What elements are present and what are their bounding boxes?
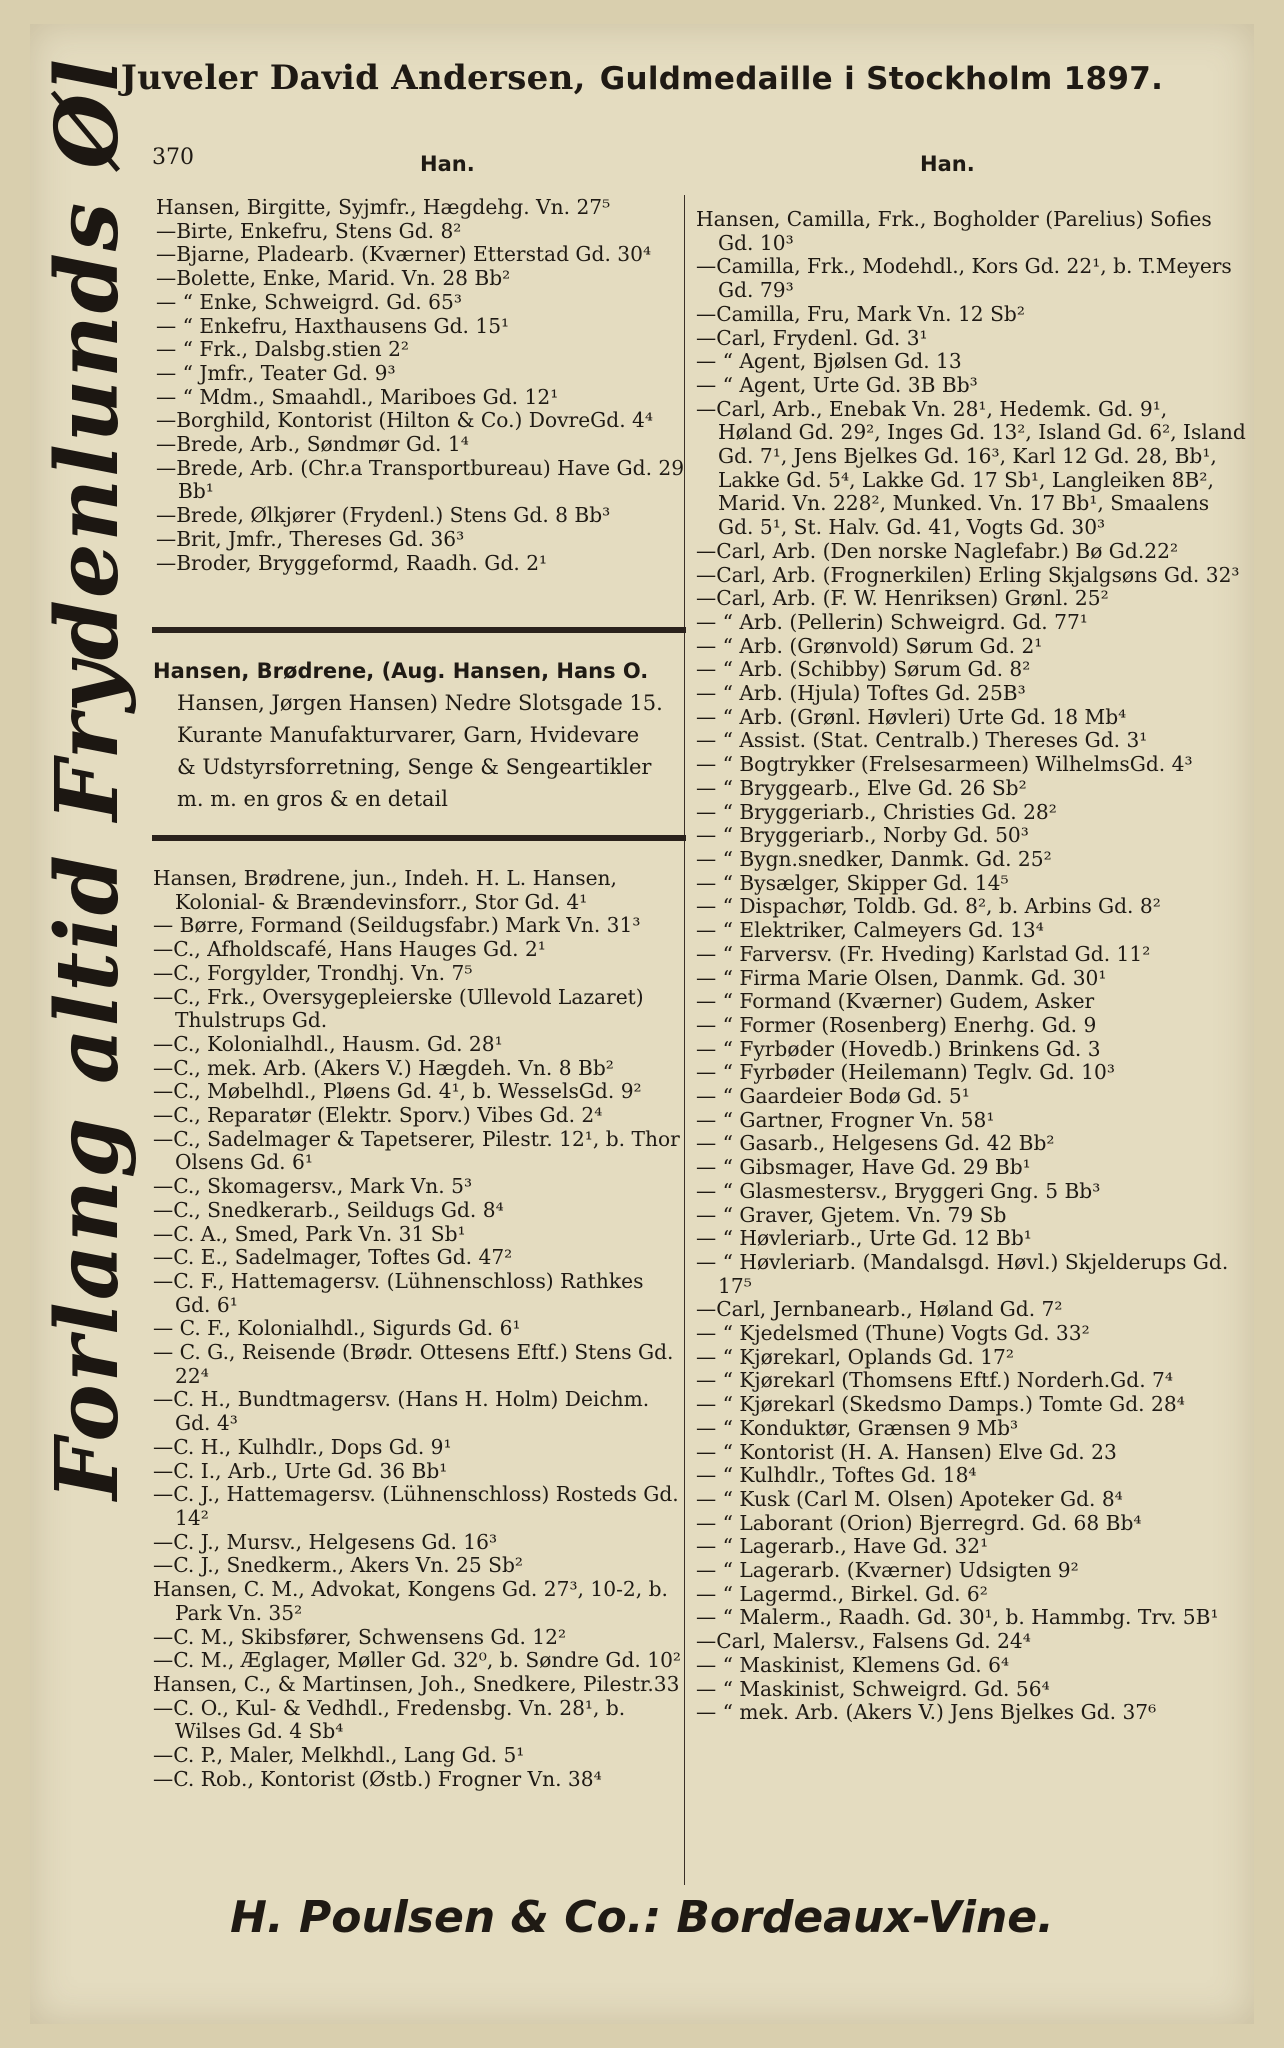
left-column-heading: Han.	[420, 152, 475, 176]
directory-entry: — “ Bryggeriarb., Christies Gd. 28²	[696, 799, 1057, 824]
directory-entry: —C. M., Æglager, Møller Gd. 32⁰, b. Søndre Gd. 10²	[153, 1648, 682, 1673]
directory-entry: — “ Agent, Urte Gd. 3B Bb³	[696, 372, 978, 397]
directory-entry: — “ Bygn.snedker, Danmk. Gd. 25²	[696, 846, 1052, 871]
directory-entry: —Brede, Arb. (Chr.a Transportbureau) Have Gd. 29 Bb¹	[156, 455, 685, 504]
directory-entry: —Carl, Arb. (Den norske Naglefabr.) Bø Gd.22²	[696, 538, 1179, 563]
directory-entry: — “ Høvleriarb. (Mandalsgd. Høvl.) Skjelderups Gd. 17⁵	[696, 1249, 1229, 1298]
directory-entry: —C., Forgylder, Trondhj. Vn. 7⁵	[153, 960, 473, 985]
directory-entry: — “ Høvleriarb., Urte Gd. 12 Bb¹	[696, 1226, 1032, 1251]
directory-entry: — “ Arb. (Pellerin) Schweigrd. Gd. 77¹	[696, 609, 1088, 634]
directory-entry: — “ Graver, Gjetem. Vn. 79 Sb	[696, 1202, 1007, 1227]
directory-entry: —C. P., Maler, Melkhdl., Lang Gd. 5¹	[153, 1743, 525, 1768]
directory-entry: —C. F., Hattemagersv. (Lühnenschloss) Rathkes Gd. 6¹	[153, 1268, 644, 1317]
directory-entry: —Carl, Arb. (Frognerkilen) Erling Skjalgsøns Gd. 32³	[696, 562, 1240, 587]
directory-entry: Hansen, Camilla, Frk., Bogholder (Parelius) Sofies Gd. 10³	[696, 207, 1212, 255]
directory-entry: —Brede, Ølkjører (Frydenl.) Stens Gd. 8 Bb³	[156, 503, 611, 528]
brodrene-line: Kurante Manufakturvarer, Garn, Hvidevare	[177, 723, 640, 747]
brodrene-line: m. m. en gros & en detail	[177, 787, 448, 811]
directory-entry: —C., Reparatør (Elektr. Sporv.) Vibes Gd. 2⁴	[153, 1103, 603, 1128]
directory-entry: — “ Lagermd., Birkel. Gd. 6²	[696, 1581, 988, 1606]
directory-entry: — “ Lagerarb. (Kværner) Udsigten 9²	[696, 1558, 1079, 1583]
directory-entry: —Broder, Bryggeformd, Raadh. Gd. 2¹	[156, 550, 548, 575]
directory-entry: —C. I., Arb., Urte Gd. 36 Bb¹	[153, 1458, 448, 1483]
directory-entry: —Carl, Arb. (F. W. Henriksen) Grønl. 25²	[696, 586, 1109, 611]
brodrene-line: Hansen, Brødrene, (Aug. Hansen, Hans O.	[153, 659, 649, 683]
directory-entry: — “ Enke, Schweigrd. Gd. 65³	[156, 289, 462, 314]
directory-entry: —Carl, Malersv., Falsens Gd. 24⁴	[696, 1629, 1031, 1654]
directory-entry: Hansen, Brødrene, jun., Indeh. H. L. Hansen, Kolonial- & Brændevinsforr., Stor Gd. 4¹	[153, 866, 617, 914]
directory-entry: — “ Formand (Kværner) Gudem, Asker	[696, 989, 1095, 1014]
directory-entry: —C. H., Kulhdlr., Dops Gd. 9¹	[153, 1434, 452, 1459]
directory-entry: — “ Assist. (Stat. Centralb.) Thereses Gd. 3¹	[696, 728, 1148, 753]
directory-entry: — “ Bysælger, Skipper Gd. 14⁵	[696, 870, 1009, 895]
directory-entry: — “ Jmfr., Teater Gd. 9³	[156, 360, 396, 385]
directory-entry: —Camilla, Frk., Modehdl., Kors Gd. 22¹, b. T.Meyers Gd. 79³	[696, 254, 1232, 303]
directory-entry: — “ Dispachør, Toldb. Gd. 8², b. Arbins Gd. 8²	[696, 894, 1161, 919]
directory-entry: —C., Møbelhdl., Pløens Gd. 4¹, b. WesselsGd. 9²	[153, 1079, 642, 1104]
directory-entry: — “ Glasmestersv., Bryggeri Gng. 5 Bb³	[696, 1178, 1101, 1203]
directory-entry: — “ Kusk (Carl M. Olsen) Apoteker Gd. 8⁴	[696, 1486, 1123, 1511]
directory-entry: — “ Arb. (Grønl. Høvleri) Urte Gd. 18 Mb⁴	[696, 704, 1127, 729]
directory-entry: — Børre, Formand (Seildugsfabr.) Mark Vn. 31³	[153, 913, 641, 938]
directory-entry: — “ Elektriker, Calmeyers Gd. 13⁴	[696, 918, 1044, 943]
top-advertisement	[0, 58, 1284, 98]
directory-entry: — “ Bryggearb., Elve Gd. 26 Sb²	[696, 775, 1027, 800]
directory-entry: —Birte, Enkefru, Stens Gd. 8²	[156, 218, 462, 243]
directory-entry: — “ Fyrbøder (Hovedb.) Brinkens Gd. 3	[696, 1036, 1101, 1061]
directory-entry: — “ Arb. (Hjula) Toftes Gd. 25B³	[696, 681, 1026, 706]
directory-entry: —C. H., Bundtmagersv. (Hans H. Holm) Deichm. Gd. 4³	[153, 1387, 650, 1436]
directory-entry: — “ Agent, Bjølsen Gd. 13	[696, 349, 962, 374]
directory-entry: —C. E., Sadelmager, Toftes Gd. 47²	[153, 1245, 513, 1270]
ad-bottom-rule	[152, 835, 686, 841]
directory-entry: — C. F., Kolonialhdl., Sigurds Gd. 6¹	[153, 1316, 521, 1341]
brodrene-line: & Udstyrsforretning, Senge & Sengeartikler	[177, 755, 652, 779]
directory-entry: —C., Sadelmager & Tapetserer, Pilestr. 12¹, b. Thor Olsens Gd. 6¹	[153, 1126, 680, 1175]
directory-entry: — “ Firma Marie Olsen, Danmk. Gd. 30¹	[696, 965, 1107, 990]
directory-entry: —C. J., Snedkerm., Akers Vn. 25 Sb²	[153, 1553, 523, 1578]
directory-entry: —C. M., Skibsfører, Schwensens Gd. 12²	[153, 1624, 567, 1649]
directory-entry: — “ Bryggeriarb., Norby Gd. 50³	[696, 823, 1029, 848]
directory-entry: — “ Fyrbøder (Heilemann) Teglv. Gd. 10³	[696, 1060, 1115, 1085]
directory-entry: — “ Mdm., Smaahdl., Mariboes Gd. 12¹	[156, 384, 559, 409]
directory-entry: —C. J., Mursv., Helgesens Gd. 16³	[153, 1529, 498, 1554]
directory-entry: —C., Afholdscafé, Hans Hauges Gd. 2¹	[153, 937, 546, 962]
directory-entry: —Camilla, Fru, Mark Vn. 12 Sb²	[696, 301, 1025, 326]
right-column-heading: Han.	[920, 152, 975, 176]
directory-entry: — “ Gibsmager, Have Gd. 29 Bb¹	[696, 1155, 1031, 1180]
directory-entry: —Brit, Jmfr., Thereses Gd. 36³	[156, 526, 465, 551]
directory-entry: —Bolette, Enke, Marid. Vn. 28 Bb²	[156, 266, 511, 291]
top-ad-name: Juveler David Andersen,	[120, 58, 586, 98]
directory-entry: —C., Frk., Oversygepleierske (Ullevold Lazaret) Thulstrups Gd.	[153, 984, 644, 1033]
directory-entry: — C. G., Reisende (Brødr. Ottesens Eftf.) Stens Gd. 22⁴	[153, 1340, 674, 1388]
directory-entry: — “ Maskinist, Klemens Gd. 6⁴	[696, 1652, 1010, 1677]
left-column-entries-bottom	[153, 867, 683, 1791]
directory-entry: — “ Maskinist, Schweigrd. Gd. 56⁴	[696, 1676, 1050, 1701]
page-number: 370	[152, 145, 194, 170]
directory-entry: — “ Malerm., Raadh. Gd. 30¹, b. Hammbg. Trv. 5B¹	[696, 1605, 1219, 1630]
directory-entry: — “ Kontorist (H. A. Hansen) Elve Gd. 23	[696, 1439, 1117, 1464]
directory-entry: Hansen, C. M., Advokat, Kongens Gd. 27³, 10-2, b. Park Vn. 35²	[153, 1577, 668, 1625]
directory-entry: —C. A., Smed, Park Vn. 31 Sb¹	[153, 1221, 466, 1246]
directory-entry: Hansen, C., & Martinsen, Joh., Snedkere, Pilestr.33	[153, 1671, 680, 1696]
bottom-advertisement: H. Poulsen & Co.: Bordeaux-Vine.	[230, 1892, 1054, 1943]
directory-entry: — “ Kjedelsmed (Thune) Vogts Gd. 33²	[696, 1321, 1090, 1346]
directory-entry: — “ Kjørekarl (Thomsens Eftf.) Norderh.Gd. 7⁴	[696, 1368, 1173, 1393]
directory-entry: — “ Frk., Dalsbg.stien 2²	[156, 337, 410, 362]
directory-entry: — “ Kjørekarl (Skedsmo Damps.) Tomte Gd. 28⁴	[696, 1392, 1185, 1417]
directory-entry: — “ Arb. (Grønvold) Sørum Gd. 2¹	[696, 633, 1043, 658]
top-ad-tagline: Guldmedaille i Stockholm 1897.	[599, 61, 1164, 97]
directory-entry: — “ Gartner, Frogner Vn. 58¹	[696, 1107, 995, 1132]
directory-entry: —Carl, Jernbanearb., Høland Gd. 7²	[696, 1297, 1063, 1322]
directory-entry: — “ Bogtrykker (Frelsesarmeen) WilhelmsGd. 4³	[696, 752, 1193, 777]
directory-entry: — “ Laborant (Orion) Bjerregrd. Gd. 68 Bb⁴	[696, 1510, 1142, 1535]
directory-entry: —C., mek. Arb. (Akers V.) Hægdeh. Vn. 8 Bb²	[153, 1055, 614, 1080]
directory-entry: —C., Kolonialhdl., Hausm. Gd. 28¹	[153, 1031, 503, 1056]
directory-entry: — “ Former (Rosenberg) Enerhg. Gd. 9	[696, 1012, 1097, 1037]
directory-entry: —C. O., Kul- & Vedhdl., Fredensbg. Vn. 28¹, b. Wilses Gd. 4 Sb⁴	[153, 1695, 626, 1744]
directory-entry: —C., Skomagersv., Mark Vn. 5³	[153, 1174, 473, 1199]
directory-entry: Hansen, Birgitte, Syjmfr., Hægdehg. Vn. 27⁵	[156, 195, 611, 219]
brodrene-advertisement	[153, 655, 683, 815]
directory-entry: — “ Kulhdlr., Toftes Gd. 18⁴	[696, 1463, 977, 1488]
directory-entry: — “ Kjørekarl, Oplands Gd. 17²	[696, 1344, 1014, 1369]
directory-entry: —Carl, Frydenl. Gd. 3¹	[696, 325, 928, 350]
directory-entry: —C., Snedkerarb., Seildugs Gd. 8⁴	[153, 1197, 504, 1222]
right-column-entries	[696, 208, 1246, 1725]
directory-entry: — “ Gaardeier Bodø Gd. 5¹	[696, 1084, 970, 1109]
directory-entry: —Bjarne, Pladearb. (Kværner) Etterstad Gd. 30⁴	[156, 242, 652, 267]
left-column-entries-top	[156, 196, 686, 575]
ad-top-rule	[152, 627, 686, 633]
directory-entry: —Borghild, Kontorist (Hilton & Co.) DovreGd. 4⁴	[156, 408, 653, 433]
directory-entry: — “ Gasarb., Helgesens Gd. 42 Bb²	[696, 1131, 1055, 1156]
directory-entry: — “ Lagerarb., Have Gd. 32¹	[696, 1534, 989, 1559]
directory-entry: —Carl, Arb., Enebak Vn. 28¹, Hedemk. Gd. 9¹, Høland Gd. 29², Inges Gd. 13², Island Gd. 6², Island Gd. 7¹, Jens Bjelkes Gd. 16³, Karl 12 Gd. 28, Bb¹, Lakke Gd. 5⁴, Lakke Gd. 17 Sb¹, Langleiken 8B², Marid. Vn. 228², Munked. Vn. 17 Bb¹, Smaalens Gd. 5¹, St. Halv. Gd. 41, Vogts Gd. 30³	[696, 396, 1246, 540]
directory-entry: — “ mek. Arb. (Akers V.) Jens Bjelkes Gd. 37⁶	[696, 1700, 1157, 1725]
directory-entry: — “ Farversv. (Fr. Hveding) Karlstad Gd. 11²	[696, 941, 1151, 966]
brodrene-line: Hansen, Jørgen Hansen) Nedre Slotsgade 15.	[177, 691, 663, 715]
directory-entry: — “ Enkefru, Haxthausens Gd. 15¹	[156, 313, 510, 338]
directory-entry: — “ Konduktør, Grænsen 9 Mb³	[696, 1415, 1019, 1440]
side-ad-text: Forlang altid Frydenlunds Øl	[37, 57, 138, 1500]
directory-entry: —C. Rob., Kontorist (Østb.) Frogner Vn. 38⁴	[153, 1766, 602, 1791]
directory-entry: — “ Arb. (Schibby) Sørum Gd. 8²	[696, 657, 1031, 682]
directory-entry: —Brede, Arb., Søndmør Gd. 1⁴	[156, 432, 469, 457]
directory-entry: —C. J., Hattemagersv. (Lühnenschloss) Rosteds Gd. 14²	[153, 1482, 679, 1530]
